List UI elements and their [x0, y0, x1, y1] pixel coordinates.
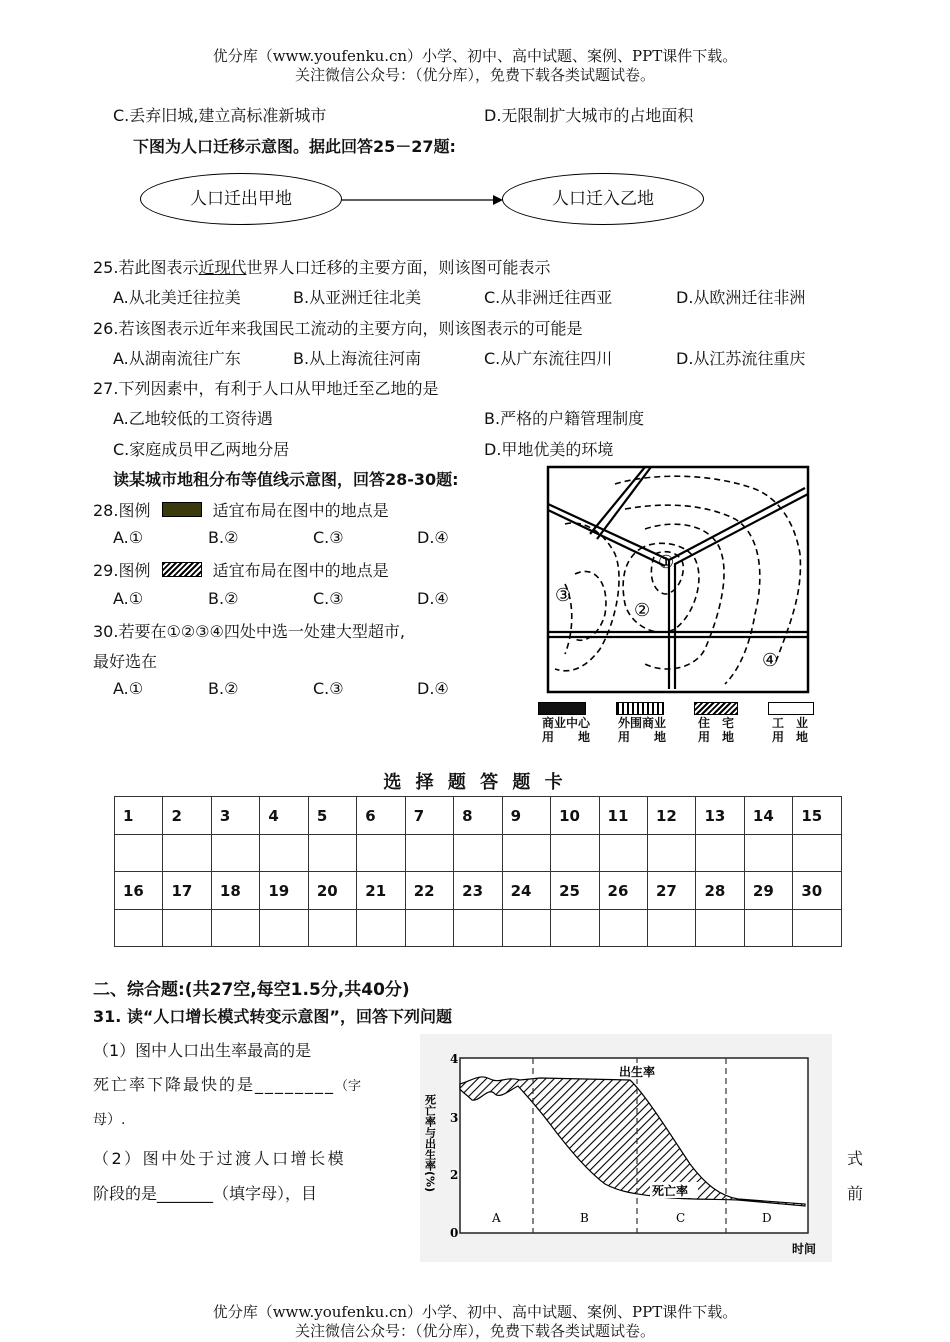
- answer-cell[interactable]: [551, 835, 599, 872]
- answer-cell[interactable]: [647, 910, 695, 947]
- q29-option-c: C.③: [313, 589, 344, 608]
- card-num: 17: [163, 872, 211, 910]
- card-num: 9: [502, 797, 550, 835]
- legend-commercial-center-l2: 用 地: [541, 730, 590, 744]
- option-c-prev: C.丢弃旧城,建立高标准新城市: [113, 106, 327, 125]
- y-axis-ticks: [450, 1052, 458, 1240]
- answer-cell[interactable]: [357, 835, 405, 872]
- migration-arrow: [340, 190, 505, 210]
- q28-post: 适宜布局在图中的地点是: [212, 501, 389, 520]
- q30-option-c: C.③: [313, 679, 344, 698]
- q28-option-c: C.③: [313, 528, 344, 547]
- card-num: 23: [454, 872, 502, 910]
- footer-line-2: 关注微信公众号：（优分库），免费下载各类试题试卷。: [294, 1322, 655, 1340]
- answer-cell[interactable]: [357, 910, 405, 947]
- y-axis-label: 死亡率与出生率(%): [423, 1094, 437, 1193]
- legend-label-industrial: [762, 716, 818, 744]
- q30-stem-1: 30.若要在①②③④四处中选一处建大型超市,: [93, 622, 405, 641]
- card-num: 28: [696, 872, 744, 910]
- answer-card-answer-row-2: [115, 910, 842, 947]
- y-tick-0: 0: [450, 1226, 459, 1240]
- answer-card-table: [114, 796, 842, 947]
- q26-option-c: C.从广东流往四川: [484, 349, 613, 368]
- answer-cell[interactable]: [260, 835, 308, 872]
- q26-stem: 26.若该图表示近年来我国民工流动的主要方向，则该图表示的可能是: [93, 319, 583, 338]
- footer-line-1: 优分库（www.youfenku.cn）小学、初中、高中试题、案例、PPT课件下载。: [212, 1303, 738, 1321]
- card-num: 18: [211, 872, 259, 910]
- answer-cell[interactable]: [502, 910, 550, 947]
- answer-card-answer-row-1: [115, 835, 842, 872]
- card-num: 2: [163, 797, 211, 835]
- q26-option-a: A.从湖南流往广东: [113, 349, 241, 368]
- q29-pre: 29.图例: [93, 561, 151, 580]
- card-num: 6: [357, 797, 405, 835]
- answer-card-number-row-2: [115, 872, 842, 910]
- answer-cell[interactable]: [211, 910, 259, 947]
- card-num: 20: [308, 872, 356, 910]
- q29-option-a: A.①: [113, 589, 144, 608]
- y-tick-2: 2: [450, 1168, 459, 1182]
- q25-option-a: A.从北美迁往拉美: [113, 288, 241, 307]
- answer-cell[interactable]: [454, 835, 502, 872]
- legend-swatch-commercial-center: [538, 702, 586, 715]
- answer-cell[interactable]: [405, 910, 453, 947]
- map-legend: [534, 702, 824, 746]
- card-num: 24: [502, 872, 550, 910]
- legend-swatch-industrial: [768, 702, 814, 715]
- q31-sub2-line1-a: （2）图中处于过渡人口增长模: [93, 1149, 347, 1168]
- legend-swatch-residential: [694, 702, 738, 715]
- legend-swatch-peripheral-commercial: [616, 702, 664, 715]
- commercial-center-swatch: [162, 502, 202, 517]
- y-tick-3: 3: [450, 1111, 459, 1125]
- card-num: 10: [551, 797, 599, 835]
- legend-residential-l1: 住 宅: [697, 716, 734, 730]
- q25-option-b: B.从亚洲迁往北美: [293, 288, 422, 307]
- answer-cell[interactable]: [115, 835, 163, 872]
- header-line-2: 关注微信公众号：（优分库），免费下载各类试题试卷。: [294, 66, 655, 84]
- y-tick-4: 4: [450, 1052, 459, 1066]
- q30-stem-2: 最好选在: [93, 652, 158, 671]
- card-num: 27: [647, 872, 695, 910]
- q30-option-b: B.②: [208, 679, 239, 698]
- card-num: 8: [454, 797, 502, 835]
- migration-intro: 下图为人口迁移示意图。据此回答25－27题:: [133, 137, 456, 156]
- card-num: 13: [696, 797, 744, 835]
- answer-cell[interactable]: [308, 835, 356, 872]
- answer-cell[interactable]: [599, 910, 647, 947]
- card-num: 4: [260, 797, 308, 835]
- answer-cell[interactable]: [793, 910, 842, 947]
- q27-option-b: B.严格的户籍管理制度: [484, 409, 645, 428]
- legend-label-peripheral-commercial: [610, 716, 674, 744]
- answer-cell[interactable]: [454, 910, 502, 947]
- q25-stem-underlined: 近现代: [198, 258, 247, 277]
- marker-1: ①: [658, 552, 675, 573]
- origin-label: 人口迁出甲地: [190, 189, 292, 209]
- marker-2: ②: [634, 600, 651, 621]
- population-growth-chart: [420, 1034, 832, 1262]
- answer-cell[interactable]: [744, 835, 792, 872]
- x-axis-label: 时间: [792, 1242, 817, 1256]
- q28-option-d: D.④: [417, 528, 449, 547]
- stage-d: D: [762, 1211, 772, 1225]
- card-num: 16: [115, 872, 163, 910]
- rent-contour-map: [545, 464, 810, 694]
- death-rate-label: 死亡率: [652, 1184, 689, 1198]
- q27-option-d: D.甲地优美的环境: [484, 440, 614, 459]
- q27-option-c: C.家庭成员甲乙两地分居: [113, 440, 290, 459]
- legend-commercial-center-l1: 商业中心: [541, 716, 590, 730]
- destination-oval: [502, 173, 704, 225]
- q29-post: 适宜布局在图中的地点是: [212, 561, 389, 580]
- answer-cell[interactable]: [163, 835, 211, 872]
- q31-sub1-line1: （1）图中人口出生率最高的是: [93, 1041, 312, 1060]
- q28-stem: [93, 498, 389, 521]
- q25-stem-part1: 25.若此图表示: [93, 258, 199, 277]
- part2-heading: 二、综合题:(共27空,每空1.5分,共40分): [93, 980, 410, 1000]
- q31-sub1-line2-suffix: （字: [335, 1079, 362, 1094]
- header-line-1: 优分库（www.youfenku.cn）小学、初中、高中试题、案例、PPT课件下载。: [212, 47, 738, 65]
- q25-stem: [93, 255, 550, 278]
- legend-peripheral-l2: 用 地: [617, 730, 666, 744]
- q31-sub2-line2-b: 前: [847, 1184, 864, 1203]
- option-d-prev: D.无限制扩大城市的占地面积: [484, 106, 694, 125]
- answer-cell[interactable]: [115, 910, 163, 947]
- stage-b: B: [580, 1211, 589, 1225]
- card-num: 15: [793, 797, 842, 835]
- card-num: 12: [647, 797, 695, 835]
- q26-option-d: D.从江苏流往重庆: [676, 349, 806, 368]
- legend-residential-l2: 用 地: [697, 730, 734, 744]
- q28-pre: 28.图例: [93, 501, 151, 520]
- legend-label-commercial-center: [534, 716, 598, 744]
- residential-swatch: [162, 562, 202, 577]
- origin-oval: [140, 173, 342, 225]
- q30-option-d: D.④: [417, 679, 449, 698]
- page-header: [0, 47, 950, 85]
- destination-label: 人口迁入乙地: [552, 189, 654, 209]
- card-num: 5: [308, 797, 356, 835]
- card-num: 7: [405, 797, 453, 835]
- answer-cell[interactable]: [163, 910, 211, 947]
- q29-stem: [93, 558, 389, 581]
- q29-option-d: D.④: [417, 589, 449, 608]
- rent-intro: 读某城市地租分布等值线示意图，回答28-30题:: [113, 470, 459, 489]
- marker-4: ④: [762, 650, 779, 671]
- answer-cell[interactable]: [308, 910, 356, 947]
- legend-industrial-l2: 用 地: [771, 730, 808, 744]
- answer-cell[interactable]: [696, 835, 744, 872]
- card-num: 30: [793, 872, 842, 910]
- answer-cell[interactable]: [211, 835, 259, 872]
- answer-cell[interactable]: [696, 910, 744, 947]
- answer-cell[interactable]: [744, 910, 792, 947]
- card-num: 22: [405, 872, 453, 910]
- answer-cell[interactable]: [551, 910, 599, 947]
- q26-option-b: B.从上海流往河南: [293, 349, 422, 368]
- legend-peripheral-l1: 外围商业: [617, 716, 666, 730]
- marker-3: ③: [555, 585, 572, 606]
- card-num: 11: [599, 797, 647, 835]
- card-num: 3: [211, 797, 259, 835]
- answer-cell[interactable]: [405, 835, 453, 872]
- card-num: 29: [744, 872, 792, 910]
- q28-option-a: A.①: [113, 528, 144, 547]
- page-footer: [0, 1303, 950, 1341]
- card-num: 26: [599, 872, 647, 910]
- q27-option-a: A.乙地较低的工资待遇: [113, 409, 273, 428]
- stage-c: C: [676, 1211, 686, 1225]
- q31-stem: 31. 读“人口增长模式转变示意图”，回答下列问题: [93, 1007, 452, 1026]
- answer-cell[interactable]: [599, 835, 647, 872]
- q27-stem: 27.下列因素中，有利于人口从甲地迁至乙地的是: [93, 379, 439, 398]
- card-num: 1: [115, 797, 163, 835]
- answer-card-number-row-1: [115, 797, 842, 835]
- q25-option-d: D.从欧洲迁往非洲: [676, 288, 806, 307]
- q31-sub2-line1-b: 式: [847, 1149, 864, 1168]
- q31-sub2-line2-a: 阶段的是_______（填字母），目: [93, 1184, 318, 1203]
- card-num: 14: [744, 797, 792, 835]
- q25-stem-part2: 世界人口迁移的主要方面，则该图可能表示: [246, 258, 551, 277]
- answer-cell[interactable]: [502, 835, 550, 872]
- answer-cell[interactable]: [793, 835, 842, 872]
- legend-label-residential: [688, 716, 744, 744]
- answer-card-title: 选 择 题 答 题 卡: [383, 772, 567, 793]
- q25-option-c: C.从非洲迁往西亚: [484, 288, 613, 307]
- q30-option-a: A.①: [113, 679, 144, 698]
- card-num: 25: [551, 872, 599, 910]
- q31-sub1-line2-text: 死亡率下降最快的是________: [93, 1075, 336, 1094]
- legend-industrial-l1: 工 业: [771, 716, 808, 730]
- q31-sub1-line3: 母）.: [93, 1112, 126, 1128]
- q31-sub1-line2: [93, 1072, 361, 1095]
- card-num: 21: [357, 872, 405, 910]
- answer-cell[interactable]: [260, 910, 308, 947]
- answer-cell[interactable]: [647, 835, 695, 872]
- q29-option-b: B.②: [208, 589, 239, 608]
- birth-rate-label: 出生率: [619, 1065, 656, 1079]
- stage-a: A: [492, 1211, 501, 1225]
- q28-option-b: B.②: [208, 528, 239, 547]
- card-num: 19: [260, 872, 308, 910]
